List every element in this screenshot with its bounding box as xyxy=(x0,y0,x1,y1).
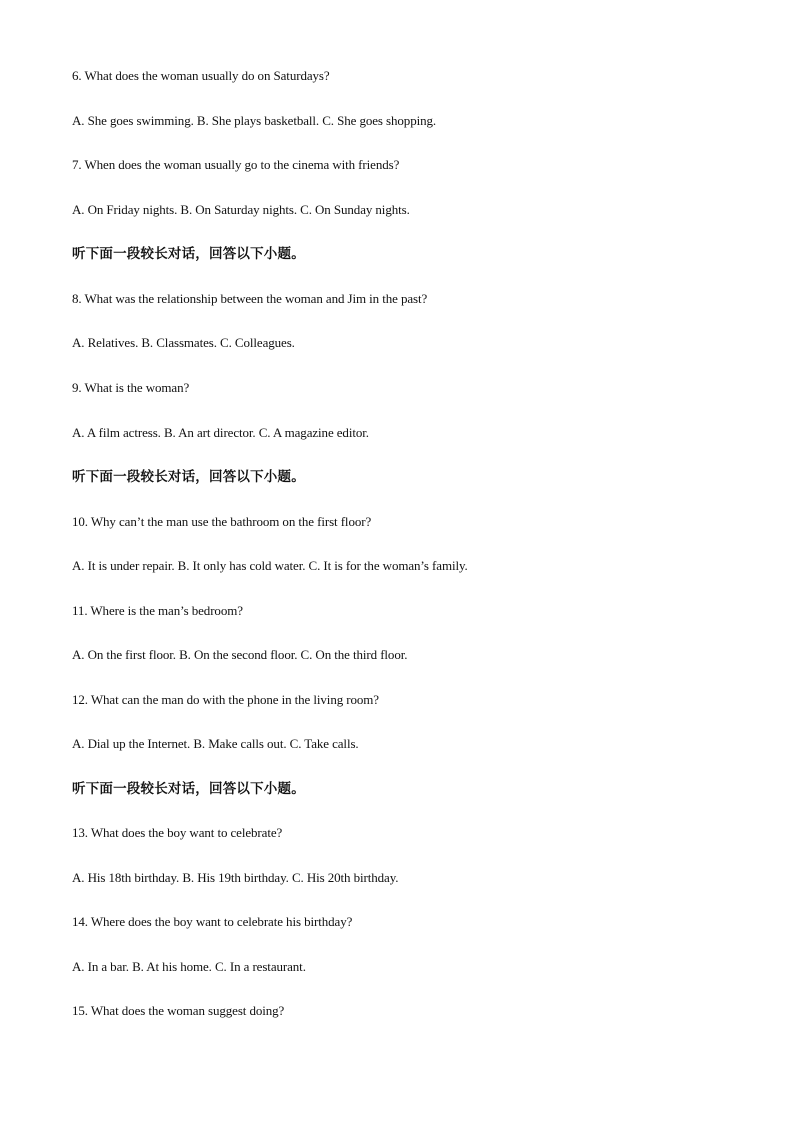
question-10: 10. Why can’t the man use the bathroom on the first floor? xyxy=(72,514,372,529)
question-12: 12. What can the man do with the phone in the living room? xyxy=(72,692,379,707)
options-13: A. His 18th birthday. B. His 19th birthday. C. His 20th birthday. xyxy=(72,870,399,885)
options-10: A. It is under repair. B. It only has cold water. C. It is for the woman’s family. xyxy=(72,558,468,573)
options-8: A. Relatives. B. Classmates. C. Colleagues. xyxy=(72,335,295,350)
options-7: A. On Friday nights. B. On Saturday nights. C. On Sunday nights. xyxy=(72,202,410,217)
question-9: 9. What is the woman? xyxy=(72,380,190,395)
section-heading: 听下面一段较长对话，回答以下小题。 xyxy=(72,469,305,485)
section-heading: 听下面一段较长对话，回答以下小题。 xyxy=(72,781,305,797)
question-14: 14. Where does the boy want to celebrate his birthday? xyxy=(72,914,353,929)
question-8: 8. What was the relationship between the woman and Jim in the past? xyxy=(72,291,428,306)
options-9: A. A film actress. B. An art director. C. A magazine editor. xyxy=(72,425,369,440)
section-heading: 听下面一段较长对话，回答以下小题。 xyxy=(72,246,305,262)
question-7: 7. When does the woman usually go to the cinema with friends? xyxy=(72,157,400,172)
question-13: 13. What does the boy want to celebrate? xyxy=(72,825,283,840)
question-11: 11. Where is the man’s bedroom? xyxy=(72,603,243,618)
question-6: 6. What does the woman usually do on Saturdays? xyxy=(72,68,330,83)
options-12: A. Dial up the Internet. B. Make calls out. C. Take calls. xyxy=(72,736,359,751)
options-11: A. On the first floor. B. On the second floor. C. On the third floor. xyxy=(72,647,408,662)
options-6: A. She goes swimming. B. She plays basketball. C. She goes shopping. xyxy=(72,113,437,128)
question-15: 15. What does the woman suggest doing? xyxy=(72,1003,285,1018)
options-14: A. In a bar. B. At his home. C. In a restaurant. xyxy=(72,959,306,974)
